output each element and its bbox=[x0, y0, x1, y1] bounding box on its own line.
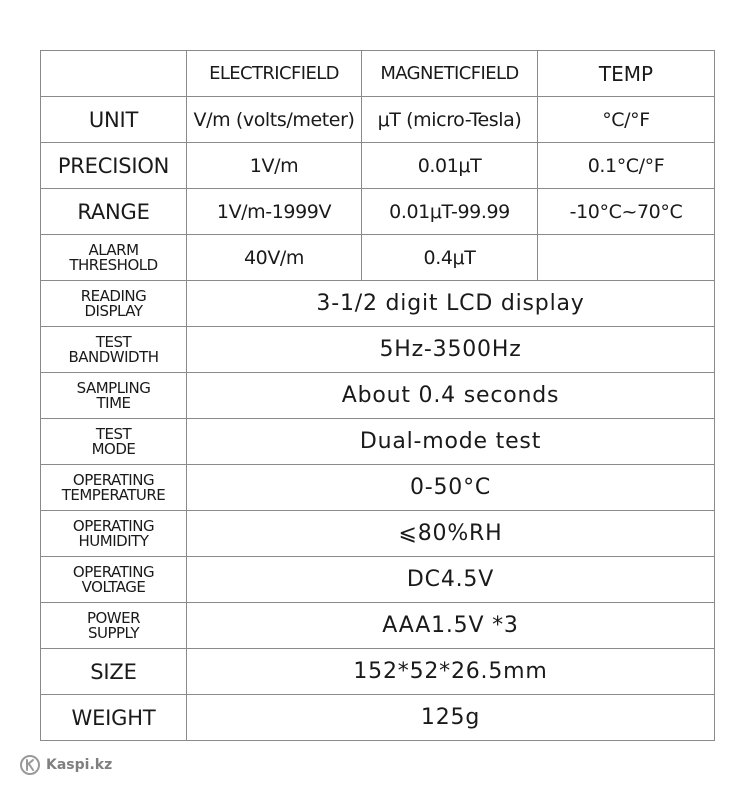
row-label-test-bandwidth bbox=[41, 327, 187, 373]
table-row bbox=[41, 143, 715, 189]
label-line: OPERATING bbox=[72, 470, 155, 489]
alarm-electric-value: 40V/m bbox=[187, 235, 362, 281]
label-line: TEST bbox=[95, 332, 132, 351]
table-header-row bbox=[41, 51, 715, 97]
label-line: SUPPLY bbox=[87, 623, 140, 642]
kaspi-logo-icon bbox=[20, 755, 40, 775]
table-row bbox=[41, 189, 715, 235]
table-row bbox=[41, 695, 715, 741]
size-value: 152*52*26.5mm bbox=[187, 649, 715, 695]
row-label-range: RANGE bbox=[41, 189, 187, 235]
precision-electric-value: 1V/m bbox=[187, 143, 362, 189]
table-row bbox=[41, 603, 715, 649]
spec-table bbox=[40, 50, 715, 741]
reading-display-value: 3-1/2 digit LCD display bbox=[187, 281, 715, 327]
test-mode-value: Dual-mode test bbox=[187, 419, 715, 465]
unit-temp-value: °C/°F bbox=[538, 97, 715, 143]
power-supply-value: AAA1.5V *3 bbox=[187, 603, 715, 649]
operating-humidity-value: ⩽80%RH bbox=[187, 511, 715, 557]
row-label-operating-humidity bbox=[41, 511, 187, 557]
label-line: POWER bbox=[86, 608, 141, 627]
label-line: OPERATING bbox=[72, 516, 155, 535]
row-label-unit: UNIT bbox=[41, 97, 187, 143]
weight-value: 125g bbox=[187, 695, 715, 741]
label-line: DISPLAY bbox=[84, 301, 143, 320]
sampling-time-value: About 0.4 seconds bbox=[187, 373, 715, 419]
operating-voltage-value: DC4.5V bbox=[187, 557, 715, 603]
table-row bbox=[41, 557, 715, 603]
label-line: ALARM bbox=[88, 240, 139, 259]
row-label-operating-voltage bbox=[41, 557, 187, 603]
range-magnetic-value: 0.01μT-99.99 bbox=[362, 189, 538, 235]
precision-temp-value: 0.1°C/°F bbox=[538, 143, 715, 189]
table-row bbox=[41, 235, 715, 281]
row-label-size: SIZE bbox=[41, 649, 187, 695]
label-line: SAMPLING bbox=[76, 378, 151, 397]
header-electric-field: ELECTRICFIELD bbox=[187, 51, 362, 97]
alarm-magnetic-value: 0.4μT bbox=[362, 235, 538, 281]
table-row bbox=[41, 649, 715, 695]
label-line: HUMIDITY bbox=[78, 531, 149, 550]
unit-electric-value: V/m (volts/meter) bbox=[187, 97, 362, 143]
row-label-weight: WEIGHT bbox=[41, 695, 187, 741]
precision-magnetic-value: 0.01μT bbox=[362, 143, 538, 189]
table-row bbox=[41, 373, 715, 419]
row-label-sampling-time bbox=[41, 373, 187, 419]
table-row bbox=[41, 465, 715, 511]
label-line: THRESHOLD bbox=[69, 255, 158, 274]
operating-temperature-value: 0-50°C bbox=[187, 465, 715, 511]
alarm-temp-value bbox=[538, 235, 715, 281]
label-line: BANDWIDTH bbox=[68, 347, 159, 366]
table-row bbox=[41, 419, 715, 465]
watermark-text: Kaspi.kz bbox=[46, 757, 113, 773]
table-row bbox=[41, 281, 715, 327]
row-label-precision: PRECISION bbox=[41, 143, 187, 189]
label-line: TEMPERATURE bbox=[61, 485, 166, 504]
label-line: MODE bbox=[91, 439, 136, 458]
label-line: TEST bbox=[95, 424, 132, 443]
table-row bbox=[41, 97, 715, 143]
header-empty-cell bbox=[41, 51, 187, 97]
label-line: VOLTAGE bbox=[81, 577, 146, 596]
test-bandwidth-value: 5Hz-3500Hz bbox=[187, 327, 715, 373]
row-label-operating-temperature bbox=[41, 465, 187, 511]
row-label-test-mode bbox=[41, 419, 187, 465]
row-label-reading-display bbox=[41, 281, 187, 327]
table-row bbox=[41, 511, 715, 557]
label-line: TIME bbox=[96, 393, 131, 412]
row-label-alarm-threshold bbox=[41, 235, 187, 281]
header-magnetic-field: MAGNETICFIELD bbox=[362, 51, 538, 97]
kaspi-watermark bbox=[20, 754, 112, 776]
range-electric-value: 1V/m-1999V bbox=[187, 189, 362, 235]
header-temp: TEMP bbox=[538, 51, 715, 97]
row-label-power-supply bbox=[41, 603, 187, 649]
range-temp-value: -10°C~70°C bbox=[538, 189, 715, 235]
table-row bbox=[41, 327, 715, 373]
label-line: READING bbox=[80, 286, 147, 305]
unit-magnetic-value: μT (micro-Tesla) bbox=[362, 97, 538, 143]
label-line: OPERATING bbox=[72, 562, 155, 581]
